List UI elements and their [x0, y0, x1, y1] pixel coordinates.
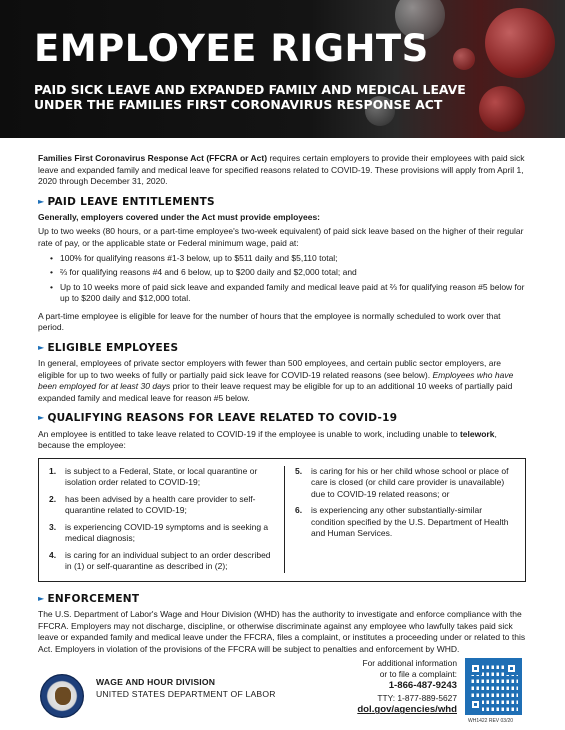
list-item: • ⅔ for qualifying reasons #4 and 6 below, up to $200 daily and $2,000 total; and: [50, 267, 528, 279]
subtitle-line-2: UNDER THE FAMILIES FIRST CORONAVIRUS RESPONSE ACT: [34, 97, 443, 113]
page-footer: [0, 652, 565, 730]
contact-text: For additional information: [362, 658, 457, 668]
section-title-qualifying: [38, 411, 528, 425]
eligible-text: prior to their leave request may be eligible for up to an additional 10 weeks of partially paid expanded family and medical leave for reason #5 below.: [38, 381, 513, 403]
tty-number: TTY: 1-877-889-5627: [377, 693, 457, 704]
reason-item: [295, 505, 517, 540]
qualifying-intro: [38, 429, 528, 452]
reasons-column-right: [284, 466, 519, 573]
section-title-enforcement: [38, 592, 528, 606]
org-department: UNITED STATES DEPARTMENT OF LABOR: [96, 689, 276, 699]
document-number: WH1422 REV 03/20: [468, 718, 514, 724]
org-name: WAGE AND HOUR DIVISION: [96, 677, 216, 687]
section-arrow-icon: ►: [38, 413, 45, 423]
section-arrow-icon: ►: [38, 594, 45, 604]
reasons-column-left: [49, 466, 284, 573]
qualifying-text: , because the employee:: [38, 428, 497, 451]
reason-number: 4.: [49, 549, 57, 560]
reason-item: [49, 550, 276, 573]
contact-block: [277, 658, 457, 717]
reason-number: 1.: [49, 465, 57, 476]
act-name: Families First Coronavirus Response Act (FFCRA or Act): [38, 153, 268, 163]
reason-item: [49, 466, 276, 489]
section-title-paid-leave: [38, 195, 528, 209]
list-item: • Up to 10 weeks more of paid sick leave and expanded family and medical leave paid at ⅔ for qualifying reason #5 below for up to $200 daily and $12,000 total.: [50, 282, 528, 305]
reason-text: is caring for an individual subject to an order described in (1) or self-quarantine as described in (2);: [65, 549, 271, 572]
reason-number: 2.: [49, 493, 57, 504]
reason-text: is experiencing COVID-19 symptoms and is seeking a medical diagnosis;: [65, 521, 269, 544]
eligible-text: In general, employees of private sector employers with fewer than 500 employees, and certain public sector employers, are eligible for up to two weeks of fully or partially paid sick leave for COVID-19 related reasons (see below).: [38, 358, 502, 380]
intro-text: requires certain employers to provide their employees with paid sick leave and expanded family and medical leave for specified reasons related to COVID-19. These provisions will apply from April 1, 2020 through December 31, 2020.: [38, 153, 525, 187]
reason-text: is experiencing any other substantially-similar condition specified by the U.S. Department of Health and Human Services.: [311, 505, 509, 539]
qualifying-text: An employee is entitled to take leave related to COVID-19 if the employee is unable to work, including unable to: [38, 428, 460, 439]
section-title-text: ENFORCEMENT: [47, 593, 140, 606]
section-arrow-icon: ►: [38, 196, 45, 206]
intro-paragraph: [38, 153, 528, 188]
page-header: [0, 0, 565, 138]
section-title-text: QUALIFYING REASONS FOR LEAVE RELATED TO COVID-19: [47, 412, 398, 425]
reason-item: [49, 494, 276, 517]
eligible-paragraph: [38, 358, 528, 404]
reasons-box: [38, 458, 526, 582]
reason-text: is caring for his or her child whose school or place of care is closed (or child care provider is unavailable) due to COVID-19 related reasons; or: [311, 465, 509, 499]
reason-number: 5.: [295, 465, 303, 476]
reason-number: 6.: [295, 505, 303, 516]
website-link[interactable]: dol.gov/agencies/whd: [357, 704, 457, 716]
phone-number: 1-866-487-9243: [388, 680, 457, 692]
subtitle-line-1: PAID SICK LEAVE AND EXPANDED FAMILY AND MEDICAL LEAVE: [34, 82, 466, 97]
poster-body: [38, 153, 528, 655]
virus-image-icon: [453, 48, 475, 70]
reason-item: [49, 522, 276, 545]
section-title-eligible: [38, 341, 528, 355]
page-subtitle: [34, 82, 534, 112]
contact-text: or to file a complaint:: [379, 669, 457, 680]
reason-text: is subject to a Federal, State, or local quarantine or isolation order related to COVID-19;: [65, 465, 258, 488]
eligible-italic-text: Employees who have been employed for at least 30 days: [38, 369, 514, 392]
section-arrow-icon: ►: [38, 342, 45, 352]
paid-leave-text: Up to two weeks (80 hours, or a part-time employee's two-week equivalent) of paid sick leave based on the higher of their regular rate of pay, or the applicable state or Federal minimum wage, paid at:: [38, 226, 524, 248]
paid-leave-bullets: [50, 253, 528, 305]
reason-number: 3.: [49, 521, 57, 532]
page-title: EMPLOYEE RIGHTS: [34, 27, 429, 70]
section-title-text: ELIGIBLE EMPLOYEES: [47, 341, 179, 354]
enforcement-text: The U.S. Department of Labor's Wage and Hour Division (WHD) has the authority to investigate and enforce compliance with the FFCRA. Employers may not discharge, discipline, or otherwise discriminate against any employee who lawfully takes paid sick leave or expanded family and medical leave under the FFCRA, files a complaint, or institutes a proceeding under or related to this Act. Employers in violation of the provisions of the FFCRA will be subject to penalties and enforcement by WHD.: [38, 609, 526, 654]
qr-code-icon[interactable]: [465, 658, 522, 715]
reason-item: [295, 466, 517, 501]
part-time-text: A part-time employee is eligible for leave for the number of hours that the employee is normally scheduled to work over that period.: [38, 310, 501, 333]
dol-seal-icon: [40, 674, 84, 718]
reason-text: has been advised by a health care provider to self-quarantine related to COVID-19;: [65, 493, 256, 516]
telework-text: telework: [459, 428, 495, 439]
section-title-text: PAID LEAVE ENTITLEMENTS: [47, 195, 215, 208]
list-item: • 100% for qualifying reasons #1-3 below, up to $511 daily and $5,110 total;: [50, 253, 528, 265]
paid-leave-lead: Generally, employers covered under the Act must provide employees:: [38, 211, 321, 222]
virus-image-icon: [485, 8, 555, 78]
